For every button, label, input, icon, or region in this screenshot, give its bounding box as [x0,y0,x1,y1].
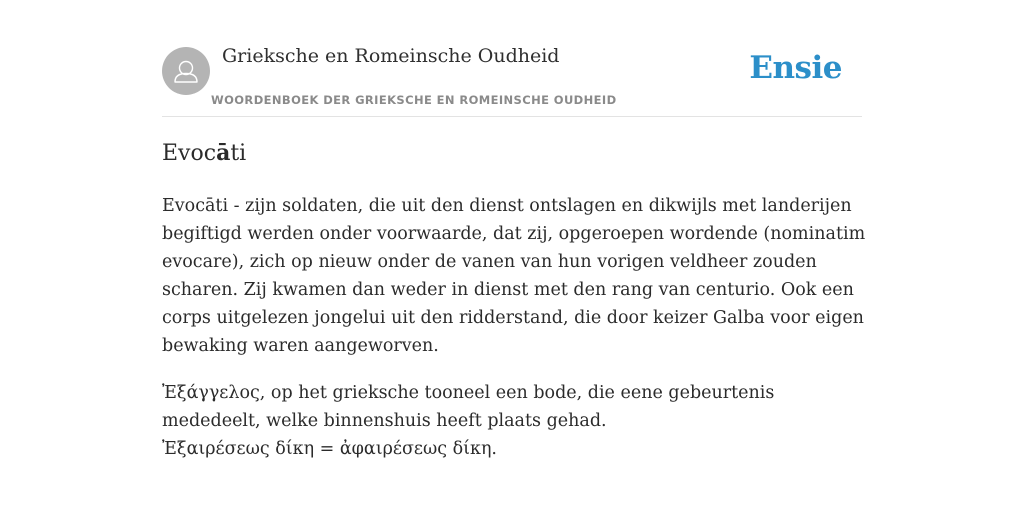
ensie-logo[interactable]: Ensie [749,50,842,86]
entry-title-suffix: ti [230,141,247,166]
entry-title-accent: ā [216,140,231,166]
definition-paragraph: Ἐξάγγελος, op het grieksche tooneel een bode, die eene gebeurtenis mededeelt, welke binnenshuis heeft plaats gehad. [162,383,775,431]
source-header [162,0,862,117]
source-subtitle: WOORDENBOEK DER GRIEKSCHE EN ROMEINSCHE OUDHEID [211,93,617,107]
entry-title [162,140,246,166]
entry-title-prefix: Evoc [162,141,217,166]
source-title[interactable]: Grieksche en Romeinsche Oudheid [222,45,560,67]
definition-paragraph: Ἐξαιρέσεως δίκη = ἀφαιρέσεως δίκη. [162,439,497,459]
user-icon [162,47,210,95]
avatar[interactable] [162,47,210,95]
page [162,0,866,512]
definition-paragraph: Evocāti - zijn soldaten, die uit den dienst ontslagen en dikwijls met landerijen begiftigd werden onder voorwaarde, dat zij, opgeroepen wordende (nominatim evocare), zich op nieuw onder de vanen van hun vorigen veldheer zouden scharen. Zij kwamen dan weder in dienst met den rang van centurio. Ook een corps uitgelezen jongelui uit den ridderstand, die door keizer Galba voor eigen bewaking waren aangeworven. [162,196,866,356]
